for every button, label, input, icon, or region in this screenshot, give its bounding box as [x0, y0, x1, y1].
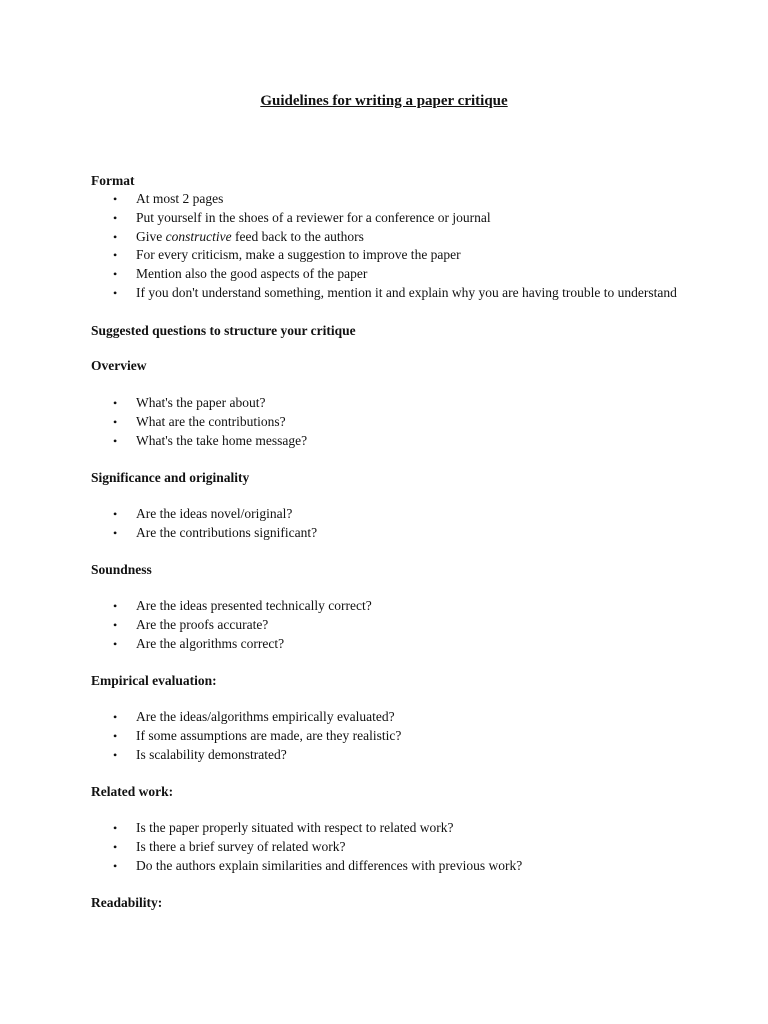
list-item: [0, 819, 768, 838]
bullet-icon: •: [113, 525, 118, 540]
section-heading-empirical: Empirical evaluation:: [91, 673, 217, 688]
list-item: [0, 746, 768, 765]
list-item-text: Mention also the good aspects of the paper: [136, 266, 368, 282]
bullet-icon: •: [113, 821, 118, 835]
text-segment: Give: [136, 228, 166, 244]
bullet-icon: •: [113, 396, 118, 410]
list-item: [0, 708, 768, 727]
list-item-text: Is scalability demonstrated?: [136, 746, 287, 762]
page-title: Guidelines for writing a paper critique: [260, 93, 508, 109]
list-item: [0, 209, 768, 228]
list-item: [0, 413, 768, 432]
bullet-icon: •: [113, 858, 118, 873]
bullet-icon: •: [113, 229, 118, 244]
format-list: [0, 190, 768, 303]
list-item: [0, 265, 768, 284]
list-item-text: If you don't understand something, mention it and explain why you are having trouble to understand: [136, 284, 677, 300]
section-heading-overview: Overview: [91, 358, 147, 373]
list-item: [0, 838, 768, 857]
significance-list: [0, 505, 768, 543]
list-item: [0, 635, 768, 654]
list-item-text: Are the contributions significant?: [136, 524, 318, 540]
bullet-icon: •: [113, 839, 118, 854]
list-item-text: Is there a brief survey of related work?: [136, 838, 346, 854]
bullet-icon: •: [113, 414, 118, 429]
list-item-text: Are the ideas presented technically correct?: [136, 598, 372, 613]
text-segment: feed back to the authors: [231, 228, 364, 244]
bullet-icon: •: [113, 507, 118, 521]
related-work-list: [0, 819, 768, 875]
list-item: [0, 597, 768, 616]
list-item: [0, 284, 768, 303]
section-heading-readability: Readability:: [91, 895, 163, 910]
list-item-text: What's the paper about?: [136, 395, 266, 410]
bullet-icon: •: [113, 617, 118, 632]
bullet-icon: •: [113, 210, 118, 225]
list-item: [0, 727, 768, 746]
list-item: [0, 524, 768, 543]
list-item-text: Are the proofs accurate?: [136, 616, 269, 632]
bullet-icon: •: [113, 747, 118, 762]
soundness-list: [0, 597, 768, 653]
list-item-text: Are the ideas novel/original?: [136, 506, 293, 521]
list-item-text: Are the algorithms correct?: [136, 635, 285, 651]
list-item: [0, 228, 768, 247]
list-item: [0, 246, 768, 265]
list-item-text: If some assumptions are made, are they realistic?: [136, 727, 402, 743]
bullet-icon: •: [113, 636, 118, 651]
section-heading-significance: Significance and originality: [91, 470, 250, 485]
list-item-text: [136, 229, 364, 244]
list-item: [0, 857, 768, 876]
section-heading-format: Format: [91, 173, 135, 188]
list-item-text: What are the contributions?: [136, 413, 286, 429]
list-item-text: At most 2 pages: [136, 191, 224, 206]
list-item-text: Is the paper properly situated with respect to related work?: [136, 820, 454, 835]
list-item: [0, 616, 768, 635]
bullet-icon: •: [113, 599, 118, 613]
bullet-icon: •: [113, 192, 118, 206]
empirical-list: [0, 708, 768, 764]
list-item: [0, 432, 768, 451]
emphasized-text: constructive: [165, 228, 232, 244]
bullet-icon: •: [113, 710, 118, 724]
list-item-text: For every criticism, make a suggestion to improve the paper: [136, 247, 461, 263]
list-item-text: Are the ideas/algorithms empirically evaluated?: [136, 709, 395, 724]
list-item-text: Put yourself in the shoes of a reviewer for a conference or journal: [136, 209, 491, 225]
section-heading-soundness: Soundness: [91, 562, 152, 577]
overview-list: [0, 394, 768, 450]
bullet-icon: •: [113, 248, 118, 263]
bullet-icon: •: [113, 267, 118, 282]
bullet-icon: •: [113, 285, 118, 300]
list-item-text: Do the authors explain similarities and differences with previous work?: [136, 857, 523, 873]
list-item: [0, 505, 768, 524]
bullet-icon: •: [113, 433, 118, 448]
list-item: [0, 190, 768, 209]
suggested-questions-heading: Suggested questions to structure your critique: [91, 323, 356, 338]
list-item-text: What's the take home message?: [136, 432, 308, 448]
section-heading-related-work: Related work:: [91, 784, 174, 799]
list-item: [0, 394, 768, 413]
bullet-icon: •: [113, 728, 118, 743]
